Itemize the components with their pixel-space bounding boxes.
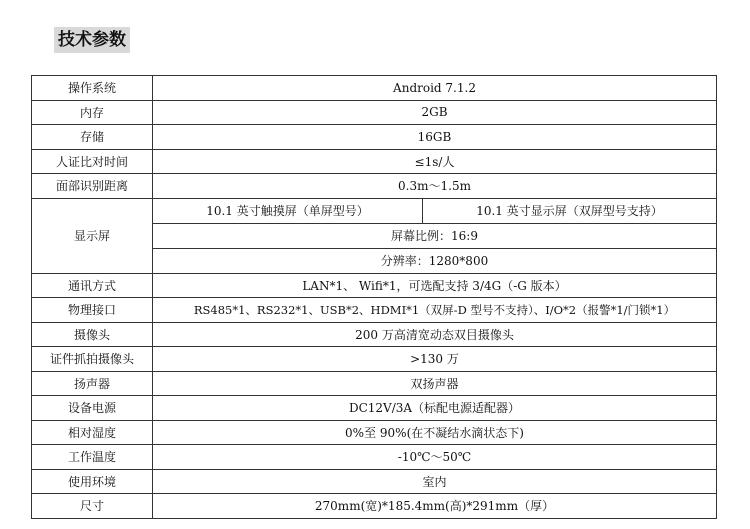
- spec-label: 物理接口: [32, 298, 153, 323]
- spec-label: 内存: [32, 100, 153, 125]
- spec-value: -10℃～50℃: [153, 445, 717, 470]
- spec-table: [31, 75, 717, 519]
- table-row: [32, 298, 717, 323]
- spec-label: 相对湿度: [32, 420, 153, 445]
- spec-value: 2GB: [153, 100, 717, 125]
- spec-label: 面部识别距离: [32, 174, 153, 199]
- spec-value: 室内: [153, 469, 717, 494]
- table-row: [32, 322, 717, 347]
- table-row: [32, 396, 717, 421]
- spec-label: 操作系统: [32, 76, 153, 101]
- spec-value: Android 7.1.2: [153, 76, 717, 101]
- spec-value: 双扬声器: [153, 371, 717, 396]
- table-row: [32, 198, 717, 223]
- table-row: [32, 174, 717, 199]
- spec-value: ≤1s/人: [153, 149, 717, 174]
- spec-value: LAN*1、 Wifi*1，可选配支持 3/4G（-G 版本）: [153, 273, 717, 298]
- spec-label: 证件抓拍摄像头: [32, 347, 153, 372]
- table-row: [32, 347, 717, 372]
- table-row: [32, 445, 717, 470]
- spec-label: 扬声器: [32, 371, 153, 396]
- table-row: [32, 100, 717, 125]
- spec-label: 存储: [32, 125, 153, 150]
- spec-value: >130 万: [153, 347, 717, 372]
- spec-value: 270mm(宽)*185.4mm(高)*291mm（厚）: [153, 494, 717, 519]
- spec-value: 16GB: [153, 125, 717, 150]
- table-row: [32, 149, 717, 174]
- spec-value: 屏幕比例：16:9: [153, 223, 717, 248]
- table-row: [32, 273, 717, 298]
- table-row: [32, 420, 717, 445]
- spec-label: 工作温度: [32, 445, 153, 470]
- table-row: [32, 469, 717, 494]
- spec-value: 0.3m～1.5m: [153, 174, 717, 199]
- table-row: [32, 371, 717, 396]
- spec-value: 10.1 英寸触摸屏（单屏型号）: [153, 198, 423, 223]
- table-row: [32, 494, 717, 519]
- section-heading: 技术参数: [54, 27, 130, 53]
- spec-value: 10.1 英寸显示屏（双屏型号支持）: [423, 198, 717, 223]
- spec-label: 尺寸: [32, 494, 153, 519]
- spec-value: 0%至 90%(在不凝结水滴状态下): [153, 420, 717, 445]
- spec-label: 人证比对时间: [32, 149, 153, 174]
- spec-value: 200 万高清宽动态双目摄像头: [153, 322, 717, 347]
- table-row: [32, 125, 717, 150]
- spec-value: 分辨率：1280*800: [153, 248, 717, 273]
- spec-label: 通讯方式: [32, 273, 153, 298]
- spec-label: 使用环境: [32, 469, 153, 494]
- spec-value: RS485*1、RS232*1、USB*2、HDMI*1（双屏-D 型号不支持）、I/O*2（报警*1/门锁*1）: [153, 298, 717, 323]
- spec-label: 摄像头: [32, 322, 153, 347]
- spec-value: DC12V/3A（标配电源适配器）: [153, 396, 717, 421]
- table-row: [32, 76, 717, 101]
- spec-label: 显示屏: [32, 198, 153, 273]
- spec-label: 设备电源: [32, 396, 153, 421]
